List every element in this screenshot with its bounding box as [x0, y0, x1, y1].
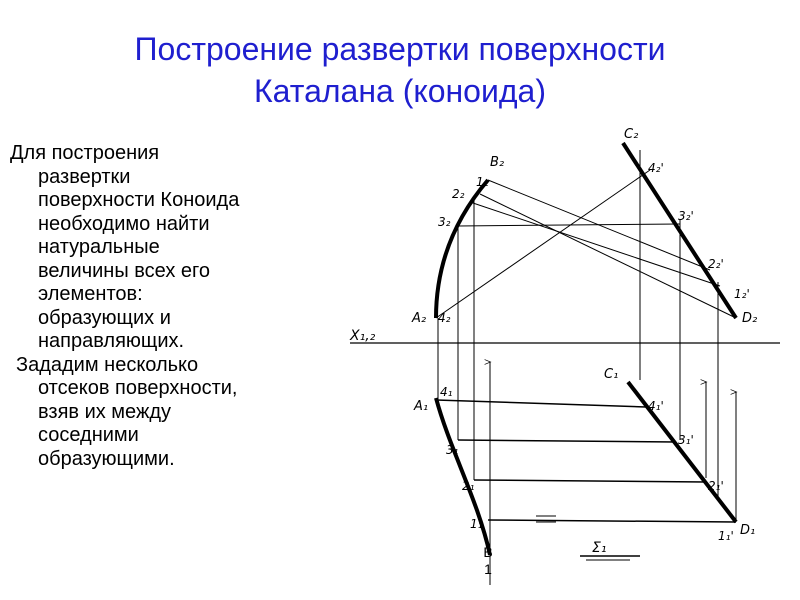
text-line: величины всех его: [38, 259, 211, 282]
text-line: соседними: [38, 424, 139, 446]
label-22p: 2₂': [708, 257, 724, 271]
label-42: 4₂: [438, 311, 451, 325]
label-11p: 1₁': [718, 529, 734, 543]
text-line: поверхности Коноида: [38, 189, 240, 211]
label-41: 4₁: [440, 385, 453, 399]
title-line-2: Каталана (коноида): [254, 73, 546, 109]
label-31: 3₁: [446, 443, 459, 457]
label-a1: A₁: [414, 399, 429, 414]
footer-label-bottom: 1: [484, 561, 492, 577]
label-12p: 1₂': [734, 287, 750, 301]
label-c1: C₁: [604, 367, 619, 382]
text-line: Зададим несколько: [16, 353, 199, 376]
text-line: образующими.: [38, 447, 175, 470]
label-12: 1₂: [476, 175, 489, 189]
text-line: развертки: [38, 165, 131, 188]
label-a2: A₂: [412, 311, 427, 326]
label-42p: 4₂': [648, 161, 664, 175]
slide-footer-label: [476, 544, 500, 578]
text-line: натуральные: [38, 236, 160, 258]
label-sigma: Σ₁: [592, 540, 607, 556]
label-21: 2₁: [462, 479, 475, 493]
text-line: необходимо найти: [38, 212, 210, 235]
label-31p: 3₁': [678, 433, 694, 447]
text-line: отсеков поверхности,: [38, 377, 238, 399]
label-d1: D₁: [740, 523, 756, 538]
label-11: 1₁: [470, 517, 483, 531]
title-line-1: Построение развертки поверхности: [134, 31, 666, 67]
label-41p: 4₁': [648, 399, 664, 413]
text-line: Для построения: [10, 142, 160, 164]
label-c2: C₂: [624, 127, 639, 142]
text-line: элементов:: [38, 283, 143, 305]
plan-generator: [458, 440, 676, 442]
label-22: 2₂: [452, 187, 465, 201]
label-32p: 3₂': [678, 209, 694, 223]
label-32: 3₂: [438, 215, 451, 229]
text-line: взяв их между: [38, 400, 172, 423]
label-d2: D₂: [742, 311, 758, 326]
text-line: образующих и: [38, 306, 171, 329]
guide-curve-plan: [436, 398, 490, 555]
plan-generator: [488, 520, 736, 522]
plan-generator: [474, 480, 706, 482]
axis-label: X₁,₂: [350, 328, 376, 344]
generator-line: [436, 170, 650, 318]
plan-generator: [436, 400, 646, 407]
footer-label-top: В: [483, 544, 493, 560]
label-b2: B₂: [490, 155, 505, 170]
text-line: направляющих.: [38, 330, 185, 352]
label-21p: 2₁': [708, 479, 724, 493]
guide-line-plan: [628, 382, 736, 522]
